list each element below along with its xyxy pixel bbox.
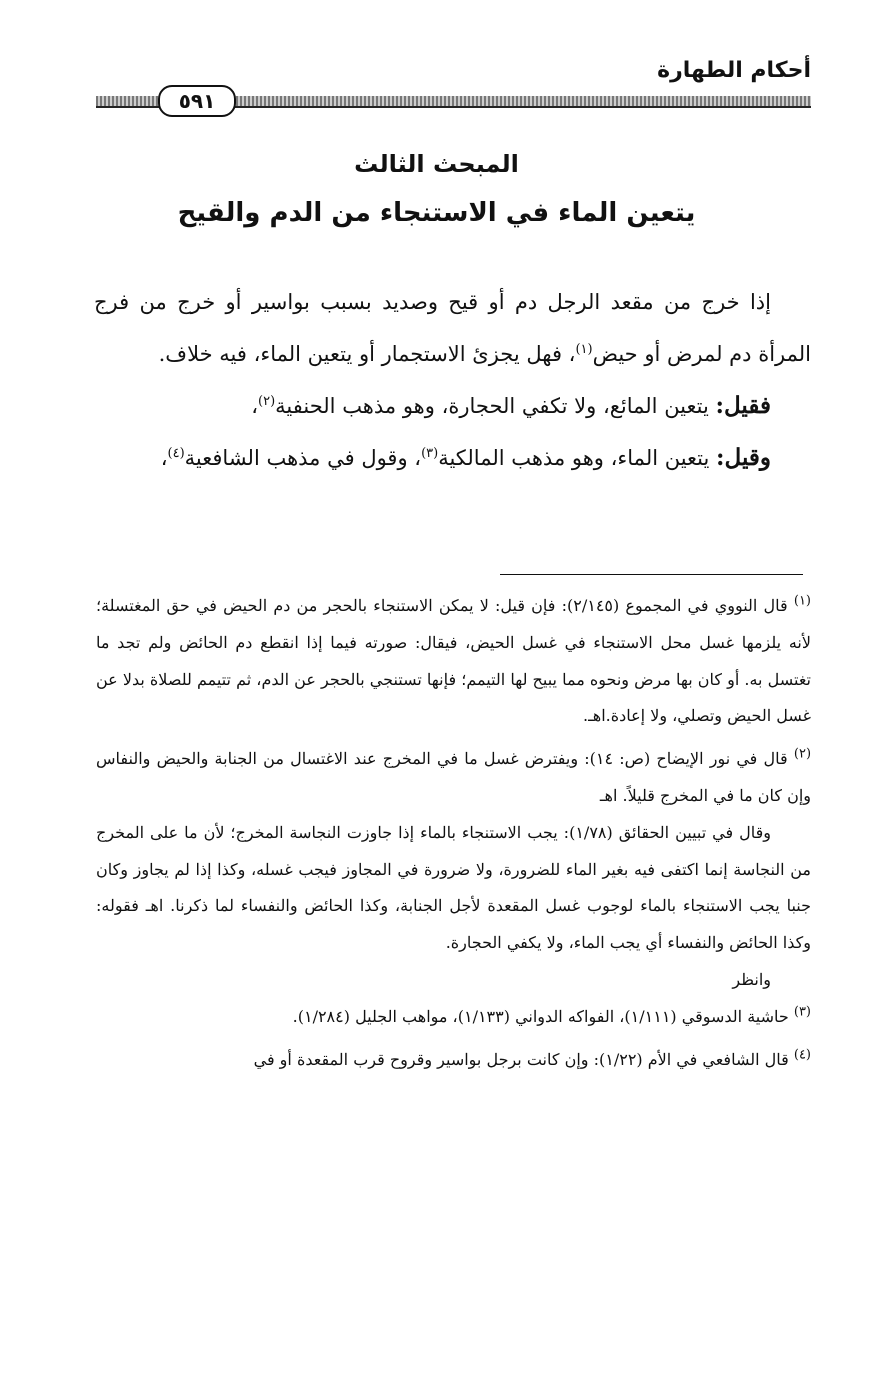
footnote-2-number: (٢) bbox=[793, 746, 812, 762]
opinion-2-end: ، bbox=[160, 446, 168, 470]
footnote-ref-3: (٣) bbox=[421, 446, 439, 461]
opinion-1-end: ، bbox=[251, 394, 259, 418]
opinion-2-text: يتعين الماء، وهو مذهب المالكية bbox=[438, 446, 717, 470]
footnote-2 bbox=[96, 741, 811, 815]
footnote-4 bbox=[96, 1042, 811, 1079]
section-heading: يتعين الماء في الاستنجاء من الدم والقيح bbox=[177, 198, 696, 228]
footnote-ref-1: (١) bbox=[575, 342, 593, 357]
footnote-3-text: حاشية الدسوقي (١/١١١)، الفواكه الدواني (١/١٣٣)، مواهب الجليل (١/٢٨٤). bbox=[292, 1006, 794, 1026]
footnote-1 bbox=[96, 588, 811, 735]
footnote-ref-2: (٢) bbox=[258, 394, 276, 409]
footnote-1-number: (١) bbox=[793, 593, 811, 609]
intro-text-end: ، فهل يجزئ الاستجمار أو يتعين الماء، فيه خلاف. bbox=[158, 342, 576, 366]
opinion-2-paragraph bbox=[94, 432, 811, 484]
footnote-4-text: قال الشافعي في الأم (١/٢٢): وإن كانت برجل بواسير وقروح قرب المقعدة أو في bbox=[253, 1049, 794, 1069]
footnote-2-continuation: وقال في تبيين الحقائق (١/٧٨): يجب الاستنجاء بالماء إذا جاوزت النجاسة المخرج؛ لأن ما على المخرج من النجاسة إنما اكتفى فيه بغير الماء للضرورة، ولا ضرورة في المجاوز فيجب غسله، وكذا إذا لم يجاوز وكان جنبا يجب الاستنجاء بالماء لوجوب غسل المقعدة لأجل الجنابة، وكذا الحائض والنفساء لما ذكرنا. اهـ فقوله: وكذا الحائض والنفساء أي يجب الماء، ولا يكفي الحجارة. bbox=[96, 822, 811, 953]
body-text bbox=[94, 276, 811, 484]
opinion-1-lead: فقيل: bbox=[715, 392, 771, 419]
section-title: المبحث الثالث bbox=[354, 150, 519, 178]
footnote-2-text: قال في نور الإيضاح (ص: ١٤): ويفترض غسل ما في المخرج عند الاغتسال من الجنابة والحيض والنفاس وإن كان ما في المخرج قليلاً. اهـ bbox=[96, 749, 811, 805]
footnote-3 bbox=[96, 999, 811, 1036]
footnote-4-number: (٤) bbox=[793, 1047, 811, 1063]
opinion-1-paragraph bbox=[94, 380, 811, 432]
footnote-separator bbox=[500, 574, 803, 575]
intro-paragraph bbox=[94, 276, 811, 380]
opinion-2-lead: وقيل: bbox=[716, 444, 771, 471]
footnote-2-see-also: وانظر bbox=[732, 969, 771, 989]
opinion-2-mid: ، وقول في مذهب الشافعية bbox=[184, 446, 422, 470]
footnotes bbox=[96, 588, 811, 1078]
footnote-ref-4: (٤) bbox=[167, 446, 185, 461]
intro-text: إذا خرج من مقعد الرجل دم أو قيح وصديد بسبب بواسير أو خرج من فرج المرأة دم لمرض أو حيض bbox=[94, 290, 811, 366]
footnote-3-number: (٣) bbox=[793, 1004, 811, 1020]
footnote-1-text: قال النووي في المجموع (٢/١٤٥): فإن قيل: لا يمكن الاستنجاء بالحجر من دم الحيض في حق المغتسلة؛ لأنه يلزمها غسل محل الاستنجاء في غسل الحيض، فيقال: صورته فيما إذا انقطع دم الحائض ولم تجد ما تغتسل به. أو كان بها مرض ونحوه مما يبيح لها التيمم؛ فإنها تستنجي بالحجر عن الدم، ثم تتيمم للصلاة بدلا عن غسل الحيض وتصلي، ولا إعادة.اهـ. bbox=[96, 596, 812, 726]
opinion-1-text: يتعين المائع، ولا تكفي الحجارة، وهو مذهب الحنفية bbox=[275, 394, 716, 418]
running-title: أحكام الطهارة bbox=[657, 58, 811, 83]
page-number: ٥٩١ bbox=[158, 85, 236, 117]
